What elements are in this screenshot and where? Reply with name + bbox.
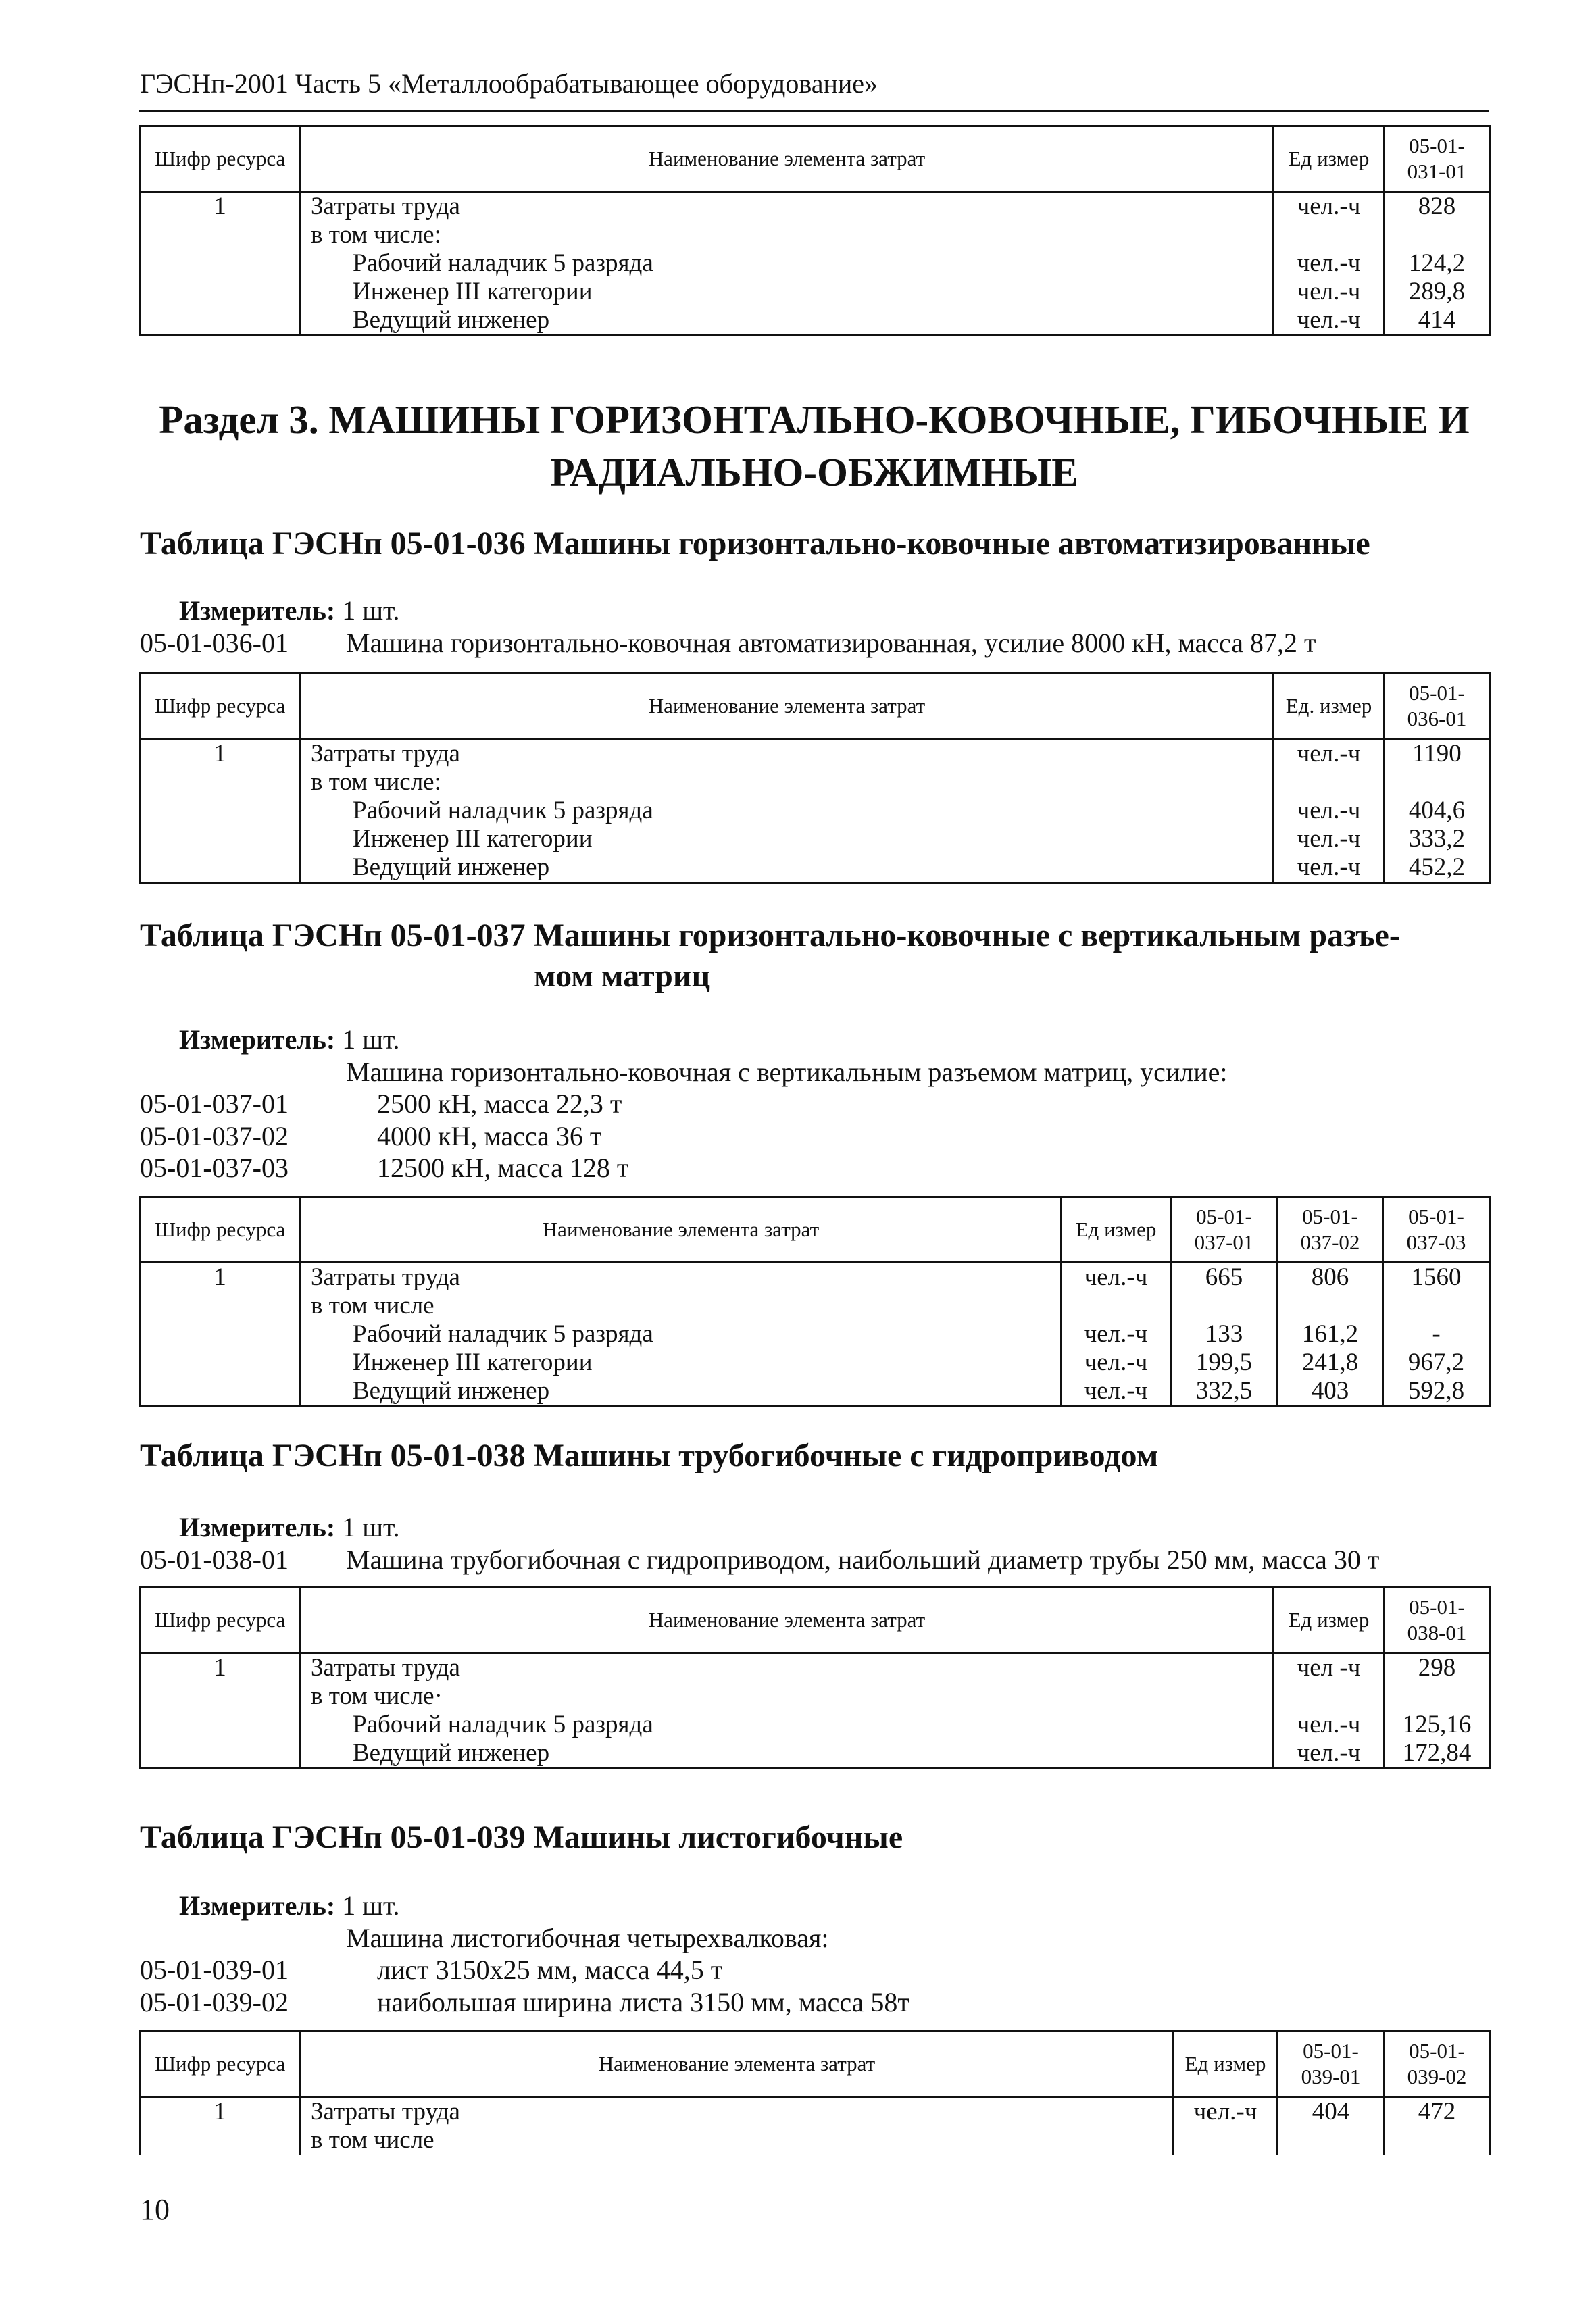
resource-code: 1 <box>140 1653 301 1769</box>
header-name: Наименование элемента затрат <box>301 674 1274 739</box>
item-code: 05-01-039-01 <box>140 1955 289 1985</box>
norm-values: 1560 - 967,2 592,8 <box>1383 1263 1490 1407</box>
item-text: 4000 кН, масса 36 т <box>377 1121 602 1151</box>
cost-table-036 <box>139 672 1491 884</box>
header-unit: Ед измер <box>1274 126 1385 192</box>
meter-036: Измеритель: 1 шт. <box>179 595 400 626</box>
header-norm: 05-01- 037-03 <box>1383 1197 1490 1263</box>
item-text: 2500 кН, масса 22,3 т <box>377 1088 622 1119</box>
section-title: Раздел 3. МАШИНЫ ГОРИЗОНТАЛЬНО-КОВОЧНЫЕ, ГИБОЧНЫЕ И РАДИАЛЬНО-ОБЖИМНЫЕ <box>159 397 1470 495</box>
table-title-037-cont: мом матриц <box>534 958 711 994</box>
page-number: 10 <box>140 2193 170 2226</box>
item-text: лист 3150x25 мм, масса 44,5 т <box>377 1955 723 1985</box>
cost-elements: Затраты труда в том числе Рабочий наладчик 5 разряда Инженер III категории Ведущий инженер <box>301 1263 1062 1407</box>
header-unit: Ед измер <box>1274 1588 1385 1653</box>
running-header: ГЭСНп-2001 Часть 5 «Металлообрабатывающее оборудование» <box>140 68 878 99</box>
norm-values: 828 124,2 289,8 414 <box>1385 192 1490 336</box>
item-text: Машина горизонтально-ковочная автоматизированная, усилие 8000 кН, масса 87,2 т <box>346 628 1316 658</box>
item-text: Машина трубогибочная с гидроприводом, наибольший диаметр трубы 250 мм, масса 30 т <box>346 1544 1380 1575</box>
header-norm: 05-01- 039-01 <box>1278 2032 1385 2097</box>
resource-code: 1 <box>140 1263 301 1407</box>
meter-038: Измеритель: 1 шт. <box>179 1512 400 1542</box>
item-intro: Машина листогибочная четырехвалковая: <box>346 1923 829 1953</box>
units: чел.-ч чел.-ч чел.-ч чел.-ч <box>1062 1263 1171 1407</box>
header-code: Шифр ресурса <box>140 1197 301 1263</box>
units: чел.-ч <box>1174 2097 1278 2155</box>
item-code: 05-01-037-03 <box>140 1153 289 1183</box>
units: чел.-ч чел.-ч чел.-ч чел.-ч <box>1274 739 1385 883</box>
header-code: Шифр ресурса <box>140 674 301 739</box>
item-code: 05-01-036-01 <box>140 628 289 658</box>
resource-code: 1 <box>140 739 301 883</box>
cost-elements: Затраты труда в том числе· Рабочий наладчик 5 разряда Ведущий инженер <box>301 1653 1274 1769</box>
header-unit: Ед измер <box>1062 1197 1171 1263</box>
header-norm: 05-01- 031-01 <box>1385 126 1490 192</box>
header-code: Шифр ресурса <box>140 2032 301 2097</box>
header-rule <box>139 110 1489 112</box>
norm-values: 298 125,16 172,84 <box>1385 1653 1490 1769</box>
cost-table-031 <box>139 125 1491 336</box>
cost-table-037 <box>139 1196 1491 1407</box>
item-intro: Машина горизонтально-ковочная с вертикальным разъемом матриц, усилие: <box>346 1057 1228 1087</box>
norm-values: 806 161,2 241,8 403 <box>1278 1263 1383 1407</box>
header-name: Наименование элемента затрат <box>301 2032 1174 2097</box>
norm-values: 665 133 199,5 332,5 <box>1171 1263 1278 1407</box>
table-title-038: Таблица ГЭСНп 05-01-038 Машины трубогибочные с гидроприводом <box>140 1438 1159 1474</box>
cost-elements: Затраты труда в том числе: Рабочий наладчик 5 разряда Инженер III категории Ведущий инженер <box>301 739 1274 883</box>
cost-elements: Затраты труда в том числе <box>301 2097 1174 2155</box>
header-name: Наименование элемента затрат <box>301 126 1274 192</box>
cost-elements: Затраты труда в том числе: Рабочий наладчик 5 разряда Инженер III категории Ведущий инженер <box>301 192 1274 336</box>
item-text: 12500 кН, масса 128 т <box>377 1153 629 1183</box>
header-norm: 05-01- 038-01 <box>1385 1588 1490 1653</box>
resource-code: 1 <box>140 2097 301 2155</box>
header-code: Шифр ресурса <box>140 1588 301 1653</box>
header-norm: 05-01- 037-02 <box>1278 1197 1383 1263</box>
header-code: Шифр ресурса <box>140 126 301 192</box>
cost-table-039 <box>139 2030 1491 2155</box>
item-code: 05-01-039-02 <box>140 1987 289 2017</box>
item-code: 05-01-038-01 <box>140 1544 289 1575</box>
units: чел.-ч чел.-ч чел.-ч чел.-ч <box>1274 192 1385 336</box>
table-title-039: Таблица ГЭСНп 05-01-039 Машины листогибочные <box>140 1819 903 1855</box>
header-norm: 05-01- 037-01 <box>1171 1197 1278 1263</box>
meter-039: Измеритель: 1 шт. <box>179 1890 400 1921</box>
header-norm: 05-01- 039-02 <box>1385 2032 1490 2097</box>
header-name: Наименование элемента затрат <box>301 1588 1274 1653</box>
table-title-037: Таблица ГЭСНп 05-01-037 Машины горизонтально-ковочные с вертикальным разъе- <box>140 917 1400 953</box>
header-norm: 05-01- 036-01 <box>1385 674 1490 739</box>
item-code: 05-01-037-01 <box>140 1088 289 1119</box>
header-unit: Ед измер <box>1174 2032 1278 2097</box>
item-code: 05-01-037-02 <box>140 1121 289 1151</box>
meter-037: Измеритель: 1 шт. <box>179 1024 400 1055</box>
header-name: Наименование элемента затрат <box>301 1197 1062 1263</box>
units: чел -ч чел.-ч чел.-ч <box>1274 1653 1385 1769</box>
cost-table-038 <box>139 1586 1491 1769</box>
norm-values: 472 <box>1385 2097 1490 2155</box>
norm-values: 404 <box>1278 2097 1385 2155</box>
norm-values: 1190 404,6 333,2 452,2 <box>1385 739 1490 883</box>
resource-code: 1 <box>140 192 301 336</box>
item-text: наибольшая ширина листа 3150 мм, масса 58т <box>377 1987 909 2017</box>
header-unit: Ед. измер <box>1274 674 1385 739</box>
table-title-036: Таблица ГЭСНп 05-01-036 Машины горизонтально-ковочные автоматизированные <box>140 526 1370 561</box>
